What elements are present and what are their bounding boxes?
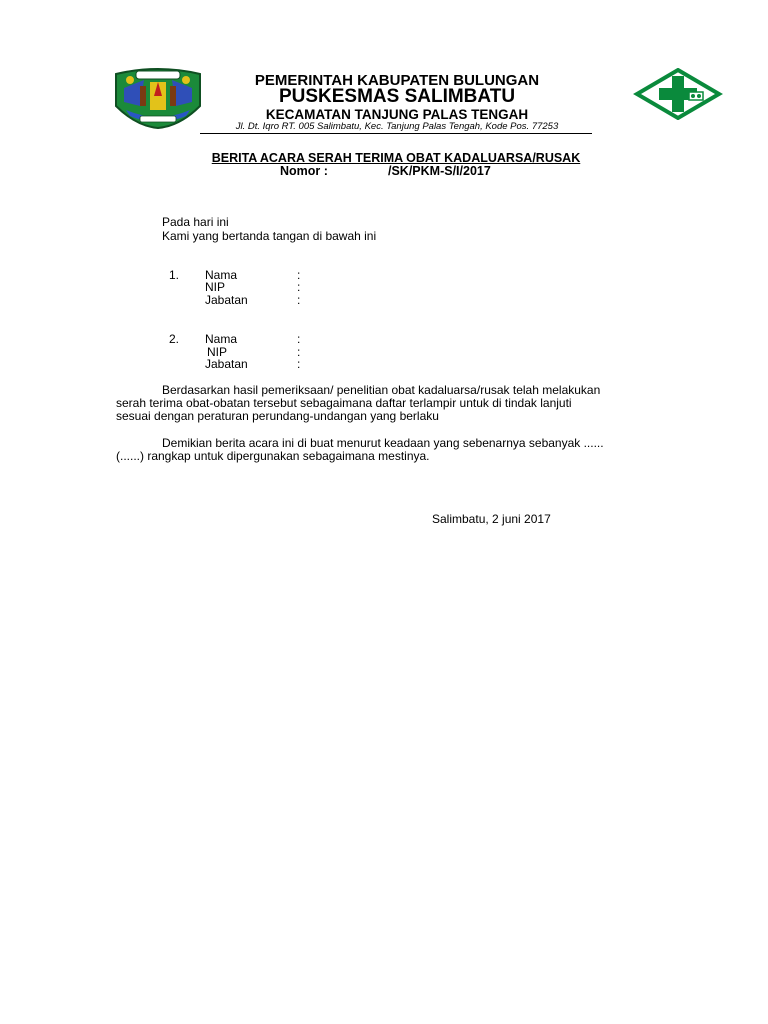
field-label-nip: NIP: [207, 345, 228, 359]
intro-signers: Kami yang bertanda tangan di bawah ini: [162, 229, 377, 243]
field-colon: :: [297, 345, 301, 359]
field-colon: :: [297, 357, 301, 371]
intro-day: Pada hari ini: [162, 215, 229, 229]
field-colon: :: [297, 280, 301, 294]
letterhead-divider: [200, 133, 592, 134]
closing-line: Demikian berita acara ini di buat menurut keadaan yang sebenarnya sebanyak ......: [162, 436, 604, 450]
letterhead-district: KECAMATAN TANJUNG PALAS TENGAH: [265, 107, 529, 122]
field-label-nama: Nama: [205, 268, 238, 282]
paragraph-line: Berdasarkan hasil pemeriksaan/ penelitian obat kadaluarsa/rusak telah melakukan: [162, 383, 601, 397]
field-colon: :: [297, 268, 301, 282]
closing-line: (......) rangkap untuk dipergunakan sebagaimana mestinya.: [116, 449, 430, 463]
nomor-label: Nomor :: [280, 164, 328, 178]
place-date: Salimbatu, 2 juni 2017: [432, 512, 551, 526]
party-number: 1.: [169, 268, 180, 282]
field-colon: :: [297, 293, 301, 307]
field-label-jabatan: Jabatan: [205, 293, 248, 307]
field-label-jabatan: Jabatan: [205, 357, 248, 371]
document-title: BERITA ACARA SERAH TERIMA OBAT KADALUARSA/RUSAK: [211, 151, 581, 165]
paragraph-line: sesuai dengan peraturan perundang-undangan yang berlaku: [116, 409, 439, 423]
field-label-nip: NIP: [205, 280, 226, 294]
letterhead-government: PEMERINTAH KABUPATEN BULUNGAN: [254, 72, 540, 89]
field-label-nama: Nama: [205, 332, 238, 346]
party-number: 2.: [169, 332, 180, 346]
paragraph-line: serah terima obat-obatan tersebut sebagaimana daftar terlampir untuk di tindak lanjuti: [116, 396, 572, 410]
field-colon: :: [297, 332, 301, 346]
letterhead-address: Jl. Dt. Iqro RT. 005 Salimbatu, Kec. Tanjung Palas Tengah, Kode Pos. 77253: [235, 121, 559, 132]
nomor-value: /SK/PKM-S/I/2017: [388, 164, 491, 178]
letterhead-institution: PUSKESMAS SALIMBATU: [278, 86, 516, 107]
